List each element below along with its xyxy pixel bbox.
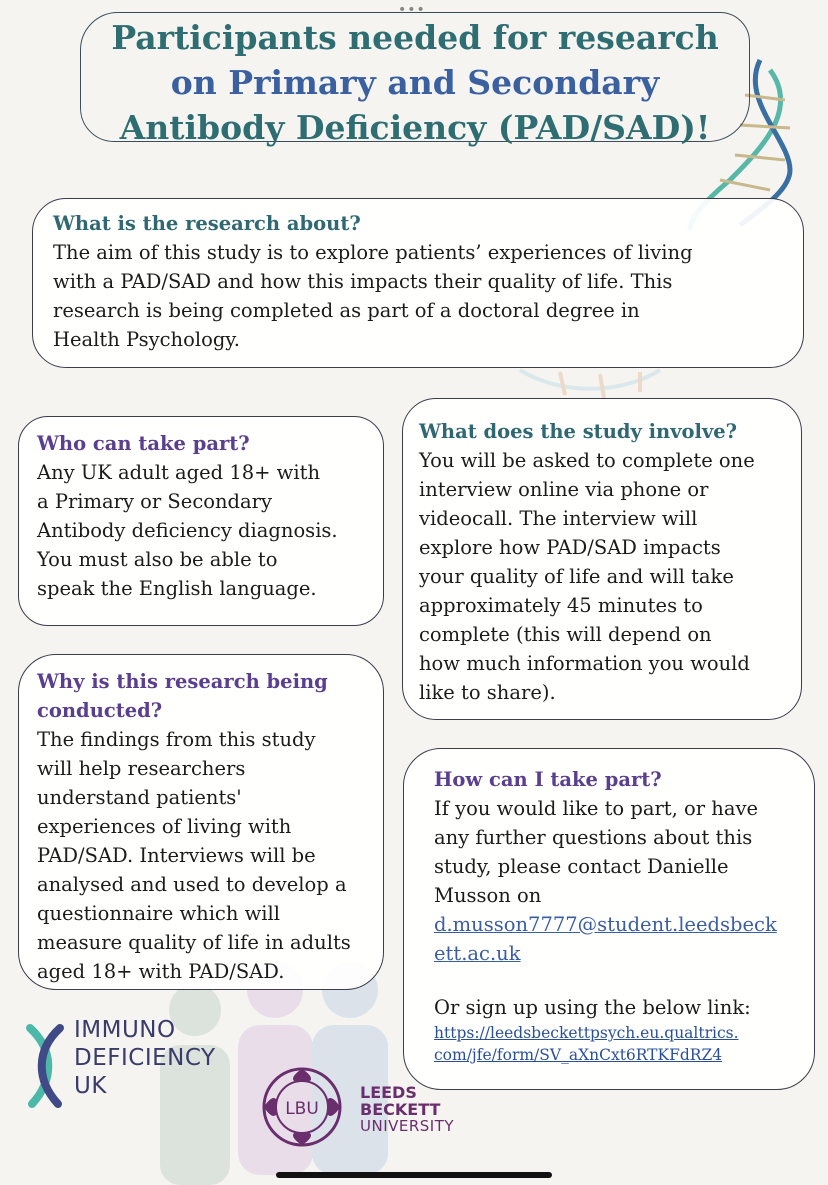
who-line: Antibody deficiency diagnosis. [37,519,338,542]
why-line: will help researchers [37,757,246,780]
how-line: study, please contact Danielle [434,855,729,878]
why-line: PAD/SAD. Interviews will be [37,844,316,867]
lbu-line-1: LEEDS [360,1083,417,1102]
involve-line: complete (this will depend on [419,623,712,646]
why-heading-1: Why is this research being [37,670,328,693]
more-options-icon[interactable]: ••• [398,2,426,18]
idu-line-1: IMMUNO [74,1017,176,1043]
who-line: You must also be able to [37,548,278,571]
involve-line: You will be asked to complete one [419,449,755,472]
signup-text: Or sign up using the below link: [434,996,751,1019]
why-line: questionnaire which will [37,902,281,925]
who-heading: Who can take part? [37,432,250,455]
title-line-1a: Participants needed for research [111,18,719,57]
involve-section [402,398,802,720]
lbu-line-3: UNIVERSITY [360,1117,455,1135]
involve-line: your quality of life and will take [419,565,734,588]
about-line: research is being completed as part of a doctoral degree in [53,299,640,322]
ribbon-icon [24,1020,68,1110]
immunodeficiency-uk-logo [24,1016,264,1126]
lbu-badge-text: LBU [285,1099,319,1119]
involve-line: like to share). [419,681,556,704]
email-part-2[interactable]: ett.ac.uk [434,942,521,965]
who-line: a Primary or Secondary [37,490,272,513]
why-line: measure quality of life in adults [37,931,351,954]
contact-email-link[interactable] [434,910,806,968]
why-line: understand patients' [37,786,242,809]
who-line: speak the English language. [37,577,317,600]
about-line: with a PAD/SAD and how this impacts their quality of life. This [53,270,673,293]
how-heading: How can I take part? [434,768,662,791]
leeds-beckett-logo [254,1064,504,1154]
involve-line: explore how PAD/SAD impacts [419,536,721,559]
rose-emblem-icon [254,1064,350,1150]
how-section [403,748,815,1090]
who-section [18,416,384,626]
why-heading-2: conducted? [37,699,163,722]
how-line: Musson on [434,884,542,907]
about-section [32,198,804,368]
why-section [18,654,384,990]
involve-line: approximately 45 minutes to [419,594,703,617]
how-line: any further questions about this [434,826,753,849]
why-line: analysed and used to develop a [37,873,347,896]
why-line: The findings from this study [37,728,316,751]
why-line: aged 18+ with PAD/SAD. [37,960,285,983]
signup-link-part-2[interactable]: com/jfe/form/SV_aXnCxt6RTKFdRZ4 [434,1046,723,1064]
title-line-3: Antibody Deficiency (PAD/SAD)! [119,108,711,147]
idu-line-2: DEFICIENCY [74,1045,216,1071]
lbu-line-2: BECKETT [360,1100,441,1119]
poster-title [80,12,750,147]
involve-line: how much information you would [419,652,750,675]
involve-line: videocall. The interview will [419,507,698,530]
signup-link-part-1[interactable]: https://leedsbeckettpsych.eu.qualtrics. [434,1024,739,1042]
who-line: Any UK adult aged 18+ with [37,461,320,484]
why-line: experiences of living with [37,815,292,838]
about-line: Health Psychology. [53,328,240,351]
about-heading: What is the research about? [53,212,361,235]
how-line: If you would like to part, or have [434,797,759,820]
involve-line: interview online via phone or [419,478,709,501]
home-indicator[interactable] [276,1172,552,1178]
faint-helix-icon [520,370,660,398]
title-line-2: on Primary and Secondary [170,63,660,102]
signup-link[interactable] [434,1022,806,1066]
idu-line-3: UK [74,1073,107,1099]
about-line: The aim of this study is to explore patients’ experiences of living [53,241,693,264]
involve-heading: What does the study involve? [419,420,738,443]
email-part-1[interactable]: d.musson7777@student.leedsbeck [434,913,777,936]
